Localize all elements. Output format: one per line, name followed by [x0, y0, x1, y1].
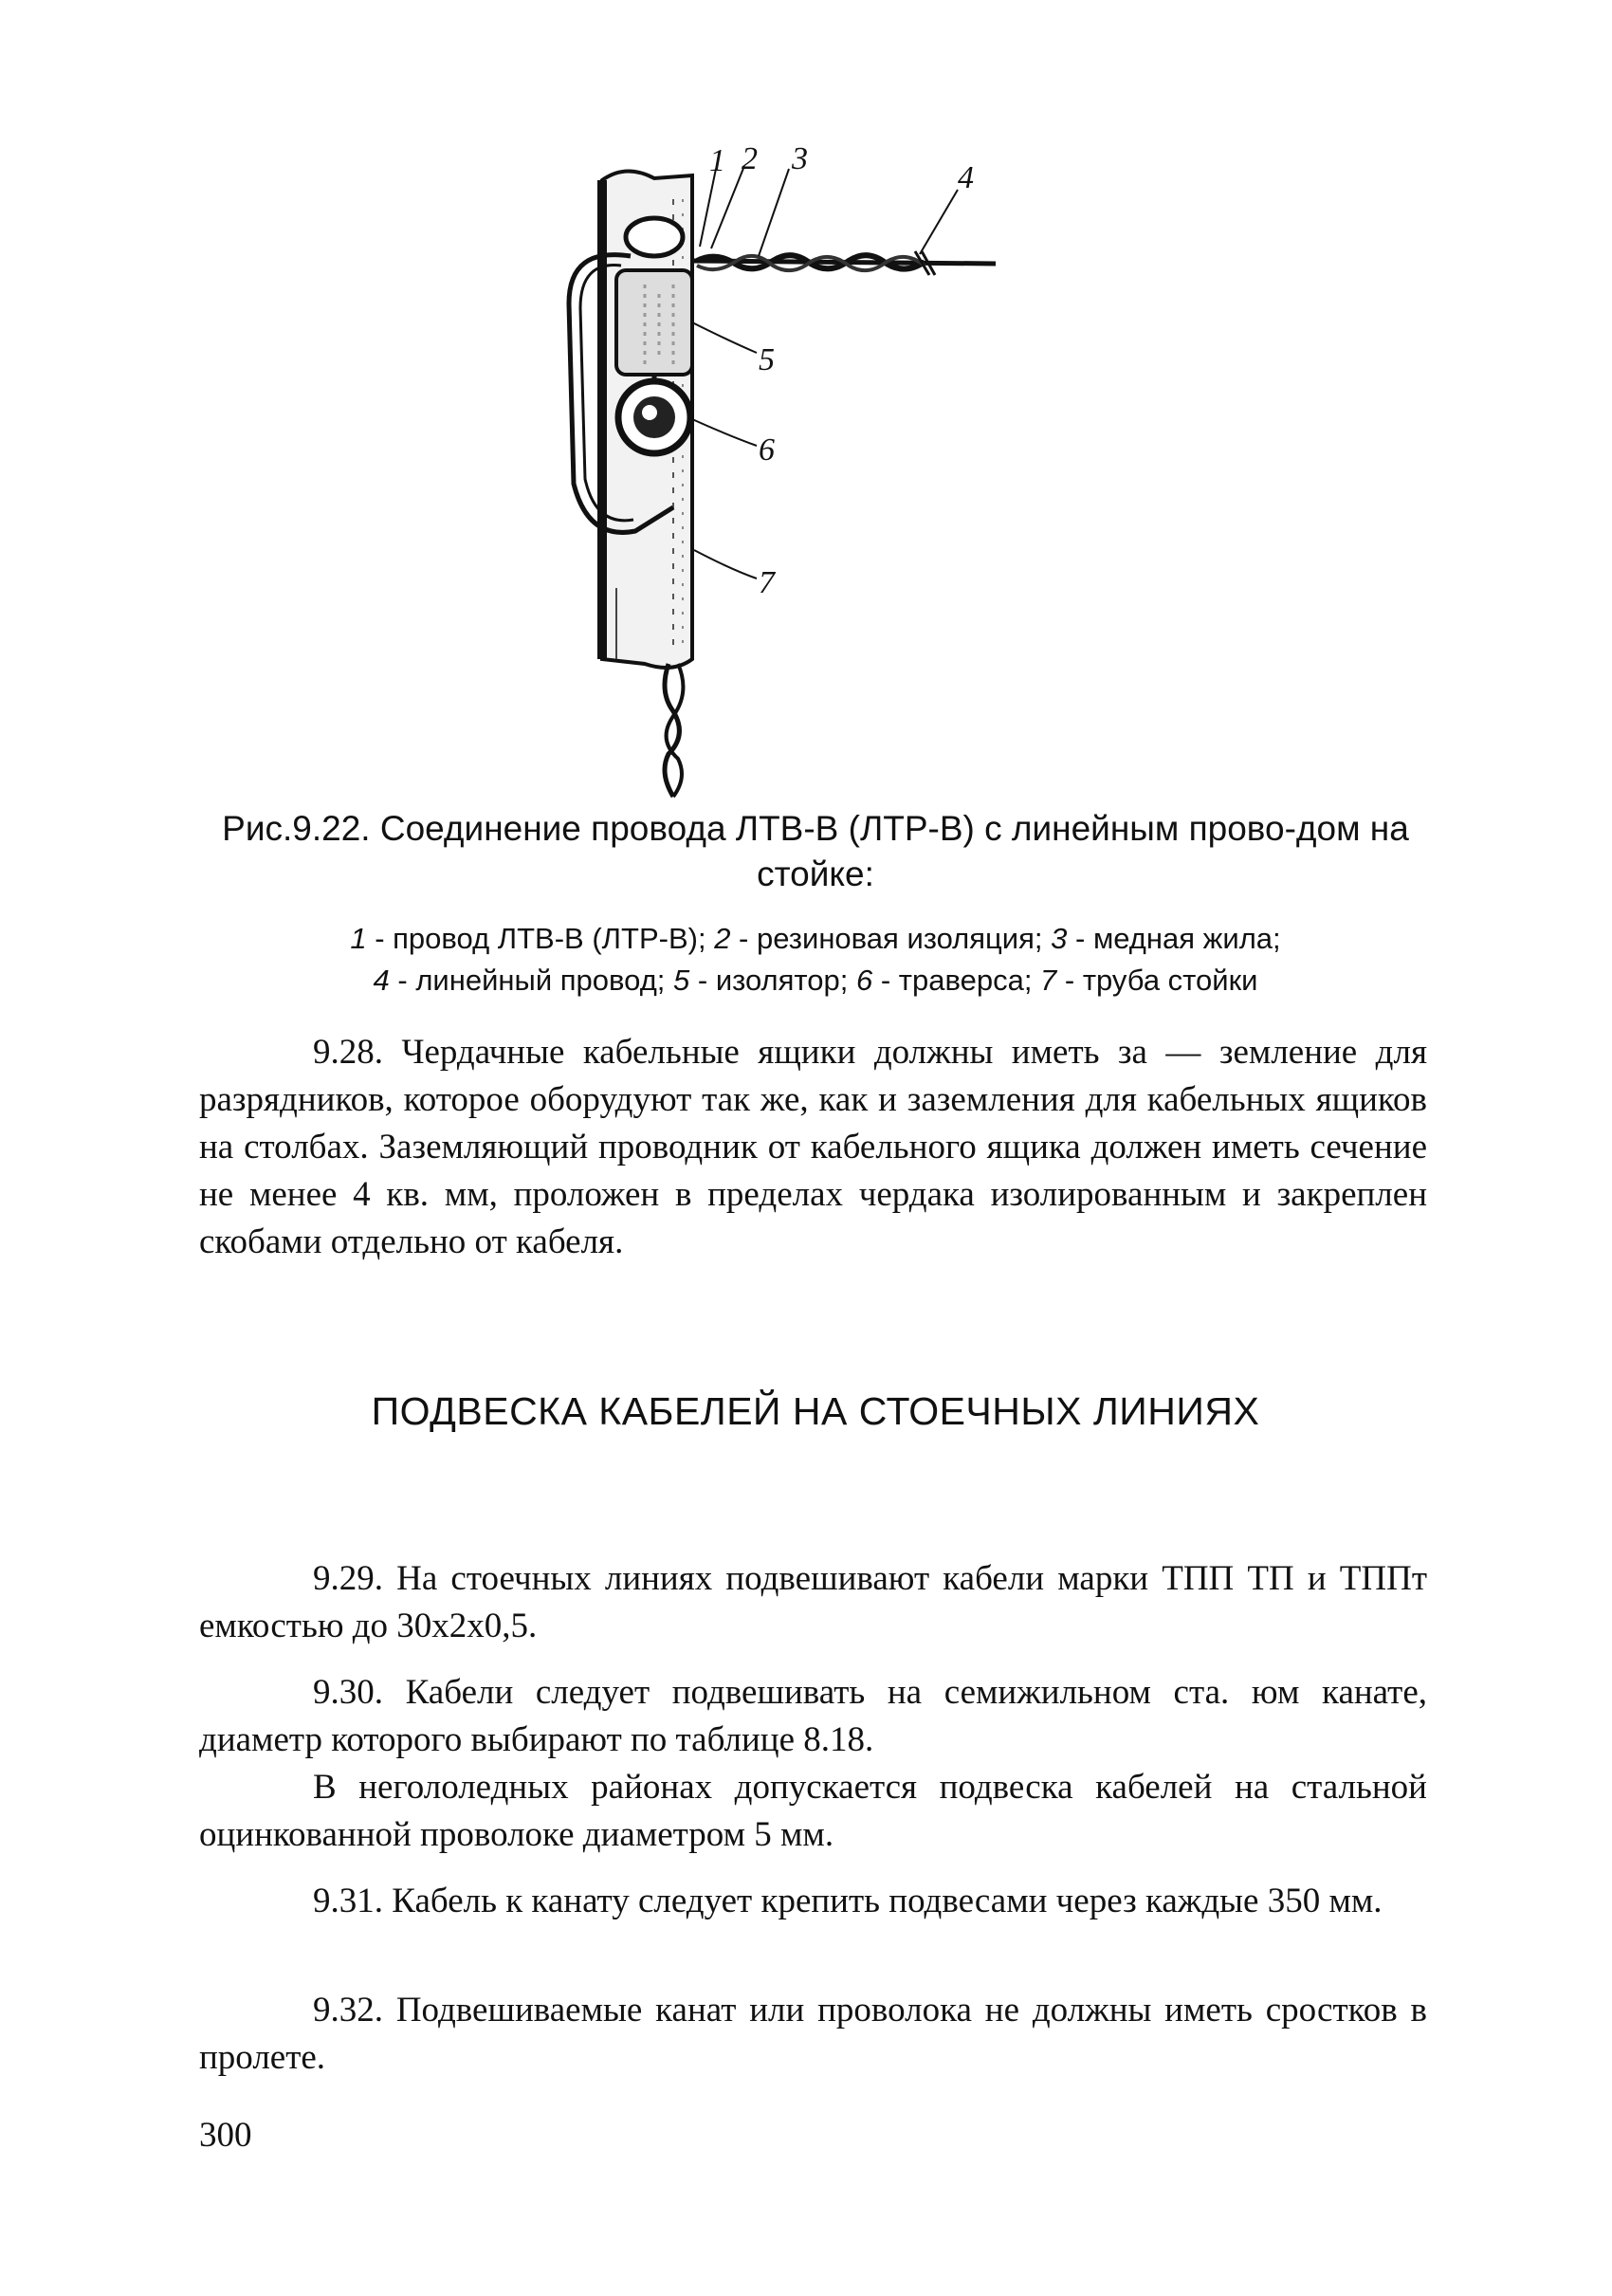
callout-4: 4	[958, 160, 974, 195]
legend-num-2: 2	[714, 922, 731, 955]
callout-2: 2	[742, 142, 758, 176]
legend-num-5: 5	[673, 964, 690, 997]
section-heading: ПОДВЕСКА КАБЕЛЕЙ НА СТОЕЧНЫХ ЛИНИЯХ	[371, 1389, 1260, 1433]
legend-text-5: - изолятор;	[689, 964, 856, 997]
legend-line-1	[199, 918, 1432, 960]
legend-num-1: 1	[350, 922, 367, 955]
figure-caption: Рис.9.22. Соединение провода ЛТВ-В (ЛТР-В) с линейным прово-дом на стойке:	[222, 809, 1409, 893]
legend-num-7: 7	[1040, 964, 1057, 997]
legend-text-3: - медная жила;	[1067, 922, 1281, 955]
legend-line-2	[199, 960, 1432, 1001]
paragraph-9-31: 9.31. Кабель к канату следует крепить подвесами через каждые 350 мм.	[313, 1882, 1383, 1920]
callout-5: 5	[759, 342, 775, 377]
callout-7: 7	[759, 565, 775, 600]
legend-text-2: - резиновая изоляция;	[730, 922, 1052, 955]
paragraph-9-29: 9.29. На стоечных линиях подвешивают кабели марки ТПП ТП и ТППт емкостью до 30х2х0,5.	[199, 1559, 1427, 1645]
figure-illustration	[531, 142, 1100, 806]
callout-1: 1	[709, 143, 725, 178]
legend-text-6: - траверса;	[872, 964, 1041, 997]
legend-text-4: - линейный провод;	[389, 964, 674, 997]
callout-3: 3	[792, 142, 808, 176]
paragraph-9-30-cont: В негололедных районах допускается подвеска кабелей на стальной оцинкованной проволоке диаметром 5 мм.	[199, 1768, 1427, 1854]
callout-6: 6	[759, 432, 775, 468]
legend-num-4: 4	[373, 964, 390, 997]
paragraph-9-28: 9.28. Чердачные кабельные ящики должны иметь за — земление для разрядников, которое оборудуют так же, как и заземления для кабельных ящиков на столбах. Заземляющий проводник от кабельного ящика должен иметь сечение не менее 4 кв. мм, проложен в пределах чердака изолированным и закреплен скобами отдельно от кабеля.	[199, 1033, 1427, 1261]
legend-num-3: 3	[1051, 922, 1068, 955]
paragraph-9-32: 9.32. Подвешиваемые канат или проволока не должны иметь сростков в пролете.	[199, 1991, 1427, 2077]
legend-num-6: 6	[856, 964, 873, 997]
legend-text-1: - провод ЛТВ-В (ЛТР-В);	[366, 922, 715, 955]
figure-legend	[199, 918, 1432, 1001]
legend-text-7: - труба стойки	[1056, 964, 1258, 997]
page-number: 300	[199, 2116, 252, 2155]
paragraph-9-30: 9.30. Кабели следует подвешивать на семижильном ста. юм канате, диаметр которого выбирают по таблице 8.18.	[199, 1673, 1427, 1759]
